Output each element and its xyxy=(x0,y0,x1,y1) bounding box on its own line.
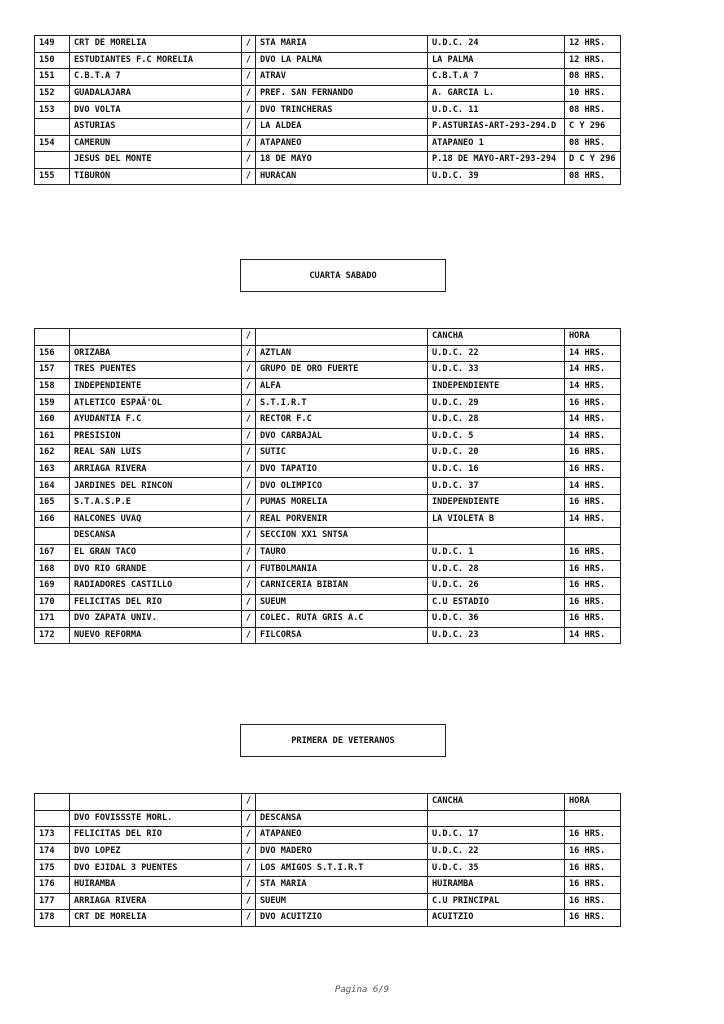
field-cell: C.U ESTADIO xyxy=(428,594,565,611)
time-cell: 16 HRS. xyxy=(565,827,621,844)
table-row xyxy=(35,494,621,511)
field-cell: U.D.C. 16 xyxy=(428,461,565,478)
time-cell: 16 HRS. xyxy=(565,843,621,860)
home-team-cell: FELICITAS DEL RIO xyxy=(70,594,242,611)
separator-cell: / xyxy=(242,611,256,628)
home-team-cell: ATLETICO ESPAÃ'OL xyxy=(70,395,242,412)
separator-cell: / xyxy=(242,478,256,495)
home-team-cell xyxy=(70,329,242,346)
separator-cell: / xyxy=(242,876,256,893)
away-team-cell: DVO LA PALMA xyxy=(256,52,428,69)
time-cell: C Y 296 xyxy=(565,118,621,135)
match-number-cell: 149 xyxy=(35,36,70,53)
table-row xyxy=(35,810,621,827)
away-team-cell: DVO TAPATIO xyxy=(256,461,428,478)
away-team-cell: FILCORSA xyxy=(256,627,428,644)
time-cell: HORA xyxy=(565,329,621,346)
time-cell: D C Y 296 xyxy=(565,152,621,169)
separator-cell: / xyxy=(242,345,256,362)
away-team-cell: PREF. SAN FERNANDO xyxy=(256,85,428,102)
match-number-cell xyxy=(35,329,70,346)
away-team-cell: ATAPANEO xyxy=(256,827,428,844)
match-number-cell: 151 xyxy=(35,69,70,86)
match-number-cell: 178 xyxy=(35,910,70,927)
away-team-cell: CARNICERIA BIBIAN xyxy=(256,577,428,594)
home-team-cell: DVO EJIDAL 3 PUENTES xyxy=(70,860,242,877)
field-cell: A. GARCIA L. xyxy=(428,85,565,102)
time-cell: 14 HRS. xyxy=(565,362,621,379)
field-cell: LA VIOLETA B xyxy=(428,511,565,528)
table-row xyxy=(35,478,621,495)
match-number-cell: 169 xyxy=(35,577,70,594)
separator-cell: / xyxy=(242,910,256,927)
field-cell: INDEPENDIENTE xyxy=(428,378,565,395)
field-cell: LA PALMA xyxy=(428,52,565,69)
time-cell: 16 HRS. xyxy=(565,611,621,628)
field-cell: U.D.C. 35 xyxy=(428,860,565,877)
match-number-cell: 150 xyxy=(35,52,70,69)
table-row xyxy=(35,827,621,844)
away-team-cell: S.T.I.R.T xyxy=(256,395,428,412)
away-team-cell: GRUPO DE ORO FUERTE xyxy=(256,362,428,379)
separator-cell: / xyxy=(242,411,256,428)
separator-cell: / xyxy=(242,461,256,478)
field-cell: U.D.C. 5 xyxy=(428,428,565,445)
away-team-cell: DVO ACUITZIO xyxy=(256,910,428,927)
time-cell: 08 HRS. xyxy=(565,102,621,119)
field-cell: C.U PRINCIPAL xyxy=(428,893,565,910)
table-row xyxy=(35,611,621,628)
match-number-cell: 163 xyxy=(35,461,70,478)
time-cell xyxy=(565,528,621,545)
separator-cell: / xyxy=(242,362,256,379)
home-team-cell: EL GRAN TACO xyxy=(70,544,242,561)
separator-cell: / xyxy=(242,494,256,511)
home-team-cell: CRT DE MORELIA xyxy=(70,910,242,927)
time-cell: 16 HRS. xyxy=(565,395,621,412)
away-team-cell: ATRAV xyxy=(256,69,428,86)
home-team-cell: DVO VOLTA xyxy=(70,102,242,119)
away-team-cell: SUEUM xyxy=(256,893,428,910)
table-row xyxy=(35,345,621,362)
field-cell: ACUITZIO xyxy=(428,910,565,927)
match-table-1 xyxy=(34,35,621,185)
home-team-cell: S.T.A.S.P.E xyxy=(70,494,242,511)
table-row xyxy=(35,528,621,545)
time-cell: 08 HRS. xyxy=(565,135,621,152)
separator-cell: / xyxy=(242,36,256,53)
match-number-cell: 174 xyxy=(35,843,70,860)
home-team-cell: ESTUDIANTES F.C MORELIA xyxy=(70,52,242,69)
field-cell: U.D.C. 23 xyxy=(428,627,565,644)
time-cell: 12 HRS. xyxy=(565,52,621,69)
table-row xyxy=(35,577,621,594)
away-team-cell: RECTOR F.C xyxy=(256,411,428,428)
home-team-cell: TIBURON xyxy=(70,168,242,185)
away-team-cell: SUEUM xyxy=(256,594,428,611)
table-row xyxy=(35,860,621,877)
away-team-cell: DVO MADERO xyxy=(256,843,428,860)
table-row xyxy=(35,627,621,644)
separator-cell: / xyxy=(242,528,256,545)
field-cell: U.D.C. 20 xyxy=(428,445,565,462)
separator-cell: / xyxy=(242,395,256,412)
field-cell: U.D.C. 11 xyxy=(428,102,565,119)
away-team-cell: STA MARIA xyxy=(256,876,428,893)
home-team-cell: PRESISION xyxy=(70,428,242,445)
away-team-cell: ALFA xyxy=(256,378,428,395)
away-team-cell: HURACAN xyxy=(256,168,428,185)
table-row xyxy=(35,378,621,395)
field-cell: U.D.C. 36 xyxy=(428,611,565,628)
table-row xyxy=(35,69,621,86)
field-cell: U.D.C. 17 xyxy=(428,827,565,844)
away-team-cell: PUMAS MORELIA xyxy=(256,494,428,511)
match-number-cell xyxy=(35,794,70,811)
match-number-cell: 161 xyxy=(35,428,70,445)
table-header-row xyxy=(35,794,621,811)
home-team-cell: CRT DE MORELIA xyxy=(70,36,242,53)
match-number-cell xyxy=(35,528,70,545)
match-table-2 xyxy=(34,328,621,644)
separator-cell: / xyxy=(242,378,256,395)
separator-cell: / xyxy=(242,52,256,69)
table-row xyxy=(35,843,621,860)
table-row xyxy=(35,544,621,561)
separator-cell: / xyxy=(242,594,256,611)
field-cell: HUIRAMBA xyxy=(428,876,565,893)
table-row xyxy=(35,893,621,910)
separator-cell: / xyxy=(242,118,256,135)
match-number-cell: 171 xyxy=(35,611,70,628)
separator-cell: / xyxy=(242,511,256,528)
field-cell: U.D.C. 26 xyxy=(428,577,565,594)
table-row xyxy=(35,461,621,478)
table-row xyxy=(35,102,621,119)
time-cell: 14 HRS. xyxy=(565,378,621,395)
field-cell: U.D.C. 39 xyxy=(428,168,565,185)
time-cell: 16 HRS. xyxy=(565,910,621,927)
away-team-cell: STA MARIA xyxy=(256,36,428,53)
time-cell: 14 HRS. xyxy=(565,345,621,362)
time-cell: 16 HRS. xyxy=(565,445,621,462)
time-cell: 16 HRS. xyxy=(565,594,621,611)
field-cell: CANCHA xyxy=(428,329,565,346)
match-number-cell: 156 xyxy=(35,345,70,362)
separator-cell: / xyxy=(242,827,256,844)
home-team-cell: C.B.T.A 7 xyxy=(70,69,242,86)
time-cell: 16 HRS. xyxy=(565,561,621,578)
home-team-cell: HALCONES UVAQ xyxy=(70,511,242,528)
time-cell: 08 HRS. xyxy=(565,168,621,185)
away-team-cell: DVO OLIMPICO xyxy=(256,478,428,495)
time-cell: 16 HRS. xyxy=(565,860,621,877)
away-team-cell: SUTIC xyxy=(256,445,428,462)
away-team-cell xyxy=(256,794,428,811)
separator-cell: / xyxy=(242,102,256,119)
home-team-cell: DESCANSA xyxy=(70,528,242,545)
field-cell: P.18 DE MAYO-ART-293-294 xyxy=(428,152,565,169)
match-number-cell xyxy=(35,152,70,169)
field-cell: U.D.C. 37 xyxy=(428,478,565,495)
match-number-cell xyxy=(35,118,70,135)
away-team-cell: 18 DE MAYO xyxy=(256,152,428,169)
time-cell: 14 HRS. xyxy=(565,428,621,445)
home-team-cell: JARDINES DEL RINCON xyxy=(70,478,242,495)
match-number-cell xyxy=(35,810,70,827)
away-team-cell: TAURO xyxy=(256,544,428,561)
separator-cell: / xyxy=(242,627,256,644)
field-cell: CANCHA xyxy=(428,794,565,811)
separator-cell: / xyxy=(242,168,256,185)
table-row xyxy=(35,85,621,102)
table-row xyxy=(35,561,621,578)
table-row xyxy=(35,910,621,927)
match-number-cell: 165 xyxy=(35,494,70,511)
time-cell: 14 HRS. xyxy=(565,511,621,528)
field-cell: INDEPENDIENTE xyxy=(428,494,565,511)
time-cell: 16 HRS. xyxy=(565,876,621,893)
separator-cell: / xyxy=(242,893,256,910)
away-team-cell: FUTBOLMANIA xyxy=(256,561,428,578)
home-team-cell: ORIZABA xyxy=(70,345,242,362)
separator-cell: / xyxy=(242,445,256,462)
field-cell: U.D.C. 28 xyxy=(428,561,565,578)
home-team-cell: TRES PUENTES xyxy=(70,362,242,379)
separator-cell: / xyxy=(242,329,256,346)
table-row xyxy=(35,118,621,135)
match-number-cell: 177 xyxy=(35,893,70,910)
time-cell: 10 HRS. xyxy=(565,85,621,102)
home-team-cell: INDEPENDIENTE xyxy=(70,378,242,395)
home-team-cell: NUEVO REFORMA xyxy=(70,627,242,644)
away-team-cell: ATAPANEO xyxy=(256,135,428,152)
home-team-cell: DVO FOVISSSTE MORL. xyxy=(70,810,242,827)
table-row xyxy=(35,362,621,379)
home-team-cell: DVO RIO GRANDE xyxy=(70,561,242,578)
time-cell: 16 HRS. xyxy=(565,494,621,511)
table-row xyxy=(35,876,621,893)
away-team-cell: LOS AMIGOS S.T.I.R.T xyxy=(256,860,428,877)
separator-cell: / xyxy=(242,428,256,445)
time-cell: 14 HRS. xyxy=(565,627,621,644)
time-cell: 12 HRS. xyxy=(565,36,621,53)
match-number-cell: 155 xyxy=(35,168,70,185)
match-number-cell: 153 xyxy=(35,102,70,119)
table-row xyxy=(35,511,621,528)
home-team-cell: ASTURIAS xyxy=(70,118,242,135)
home-team-cell: REAL SAN LUIS xyxy=(70,445,242,462)
page-number: Pagina 6/9 xyxy=(334,985,390,995)
away-team-cell: AZTLAN xyxy=(256,345,428,362)
table-header-row xyxy=(35,329,621,346)
section-title-text: CUARTA SABADO xyxy=(309,270,377,281)
time-cell: 16 HRS. xyxy=(565,577,621,594)
home-team-cell: ARRIAGA RIVERA xyxy=(70,461,242,478)
table-row xyxy=(35,135,621,152)
separator-cell: / xyxy=(242,810,256,827)
match-number-cell: 166 xyxy=(35,511,70,528)
away-team-cell: DVO CARBAJAL xyxy=(256,428,428,445)
separator-cell: / xyxy=(242,843,256,860)
time-cell: 14 HRS. xyxy=(565,411,621,428)
time-cell: 14 HRS. xyxy=(565,478,621,495)
table-row xyxy=(35,52,621,69)
separator-cell: / xyxy=(242,860,256,877)
home-team-cell: CAMERUN xyxy=(70,135,242,152)
away-team-cell: LA ALDEA xyxy=(256,118,428,135)
match-number-cell: 168 xyxy=(35,561,70,578)
away-team-cell xyxy=(256,329,428,346)
table-row xyxy=(35,152,621,169)
field-cell: ATAPANEO 1 xyxy=(428,135,565,152)
match-number-cell: 157 xyxy=(35,362,70,379)
separator-cell: / xyxy=(242,544,256,561)
away-team-cell: SECCION XX1 SNTSA xyxy=(256,528,428,545)
match-number-cell: 152 xyxy=(35,85,70,102)
time-cell: 08 HRS. xyxy=(565,69,621,86)
away-team-cell: DESCANSA xyxy=(256,810,428,827)
table-row xyxy=(35,428,621,445)
section-title-cuarta-sabado xyxy=(240,259,446,292)
match-number-cell: 160 xyxy=(35,411,70,428)
separator-cell: / xyxy=(242,85,256,102)
match-number-cell: 172 xyxy=(35,627,70,644)
home-team-cell: FELICITAS DEL RIO xyxy=(70,827,242,844)
table-row xyxy=(35,36,621,53)
match-number-cell: 164 xyxy=(35,478,70,495)
match-number-cell: 173 xyxy=(35,827,70,844)
match-number-cell: 170 xyxy=(35,594,70,611)
table-row xyxy=(35,168,621,185)
field-cell: U.D.C. 24 xyxy=(428,36,565,53)
time-cell: 16 HRS. xyxy=(565,893,621,910)
match-number-cell: 176 xyxy=(35,876,70,893)
home-team-cell: ARRIAGA RIVERA xyxy=(70,893,242,910)
table-row xyxy=(35,445,621,462)
home-team-cell: DVO LOPEZ xyxy=(70,843,242,860)
away-team-cell: REAL PORVENIR xyxy=(256,511,428,528)
home-team-cell: GUADALAJARA xyxy=(70,85,242,102)
separator-cell: / xyxy=(242,561,256,578)
time-cell xyxy=(565,810,621,827)
separator-cell: / xyxy=(242,152,256,169)
home-team-cell: AYUDANTIA F.C xyxy=(70,411,242,428)
home-team-cell: HUIRAMBA xyxy=(70,876,242,893)
away-team-cell: DVO TRINCHERAS xyxy=(256,102,428,119)
separator-cell: / xyxy=(242,135,256,152)
field-cell: U.D.C. 33 xyxy=(428,362,565,379)
home-team-cell xyxy=(70,794,242,811)
home-team-cell: RADIADORES CASTILLO xyxy=(70,577,242,594)
field-cell: U.D.C. 28 xyxy=(428,411,565,428)
separator-cell: / xyxy=(242,794,256,811)
field-cell: U.D.C. 22 xyxy=(428,345,565,362)
field-cell: U.D.C. 1 xyxy=(428,544,565,561)
away-team-cell: COLEC. RUTA GRIS A.C xyxy=(256,611,428,628)
match-number-cell: 158 xyxy=(35,378,70,395)
separator-cell: / xyxy=(242,577,256,594)
table-row xyxy=(35,411,621,428)
section-title-text: PRIMERA DE VETERANOS xyxy=(291,735,395,746)
field-cell: C.B.T.A 7 xyxy=(428,69,565,86)
match-number-cell: 154 xyxy=(35,135,70,152)
home-team-cell: DVO ZAPATA UNIV. xyxy=(70,611,242,628)
time-cell: 16 HRS. xyxy=(565,461,621,478)
separator-cell: / xyxy=(242,69,256,86)
field-cell: U.D.C. 22 xyxy=(428,843,565,860)
table-row xyxy=(35,395,621,412)
time-cell: 16 HRS. xyxy=(565,544,621,561)
field-cell: P.ASTURIAS-ART-293-294.D xyxy=(428,118,565,135)
match-number-cell: 175 xyxy=(35,860,70,877)
match-number-cell: 162 xyxy=(35,445,70,462)
field-cell xyxy=(428,528,565,545)
field-cell: U.D.C. 29 xyxy=(428,395,565,412)
match-number-cell: 167 xyxy=(35,544,70,561)
match-table-3 xyxy=(34,793,621,927)
table-row xyxy=(35,594,621,611)
section-title-primera-veteranos xyxy=(240,724,446,757)
field-cell xyxy=(428,810,565,827)
time-cell: HORA xyxy=(565,794,621,811)
match-number-cell: 159 xyxy=(35,395,70,412)
home-team-cell: JESUS DEL MONTE xyxy=(70,152,242,169)
